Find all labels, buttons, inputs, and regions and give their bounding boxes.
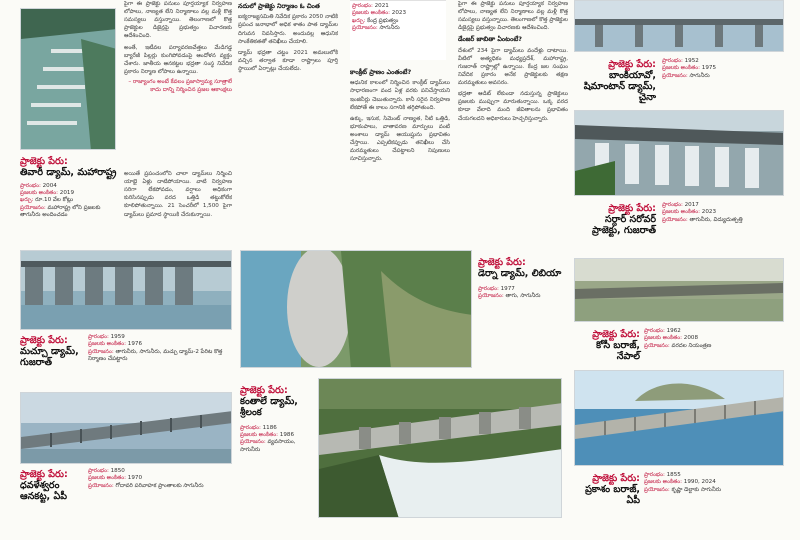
banqiao-caption: ప్రాజెక్టు పేరు: బాంకియావో, షిమాంటాన్ డ్యామ్, చైనా [574,60,656,104]
column-1b-text: అయితే ప్రపంచంలోని చాలా డ్యామ్‌లు నిర్మించి యాభై ఏళ్లు దాటిపోయాయి. వాటి నిర్వహణ సరిగా లేకపోవడం, వర్షాలు అధికంగా కురిసినప్పుడు వరద ఒత్తిడి తట్టుకోలేక కూలిపోతున్నాయి. 21 సెంచరీలో 1,500 పైగా డ్యామ్‌లు ప్రమాద స్థాయికి చేరుకున్నాయి. [124,171,232,218]
dhavaleswaram-photo [20,392,232,464]
sardar-sarovar-photo [574,110,784,196]
banqiao-facts: ప్రారంభం: 1952 ప్రజలకు అంకితం: 1975 ప్రయోజనం: సాగునీరు [662,58,717,79]
tiwari-facts: ప్రారంభం: 2004 ప్రజలకు అంకితం: 2019 ఖర్చు: రూ.10 వేల కోట్లు ప్రయోజనం: మహారాష్ట్ర లోని ప్రజలకు తాగునీరు అందించడం [20,182,101,218]
fact-year: 2004 [42,182,57,189]
project-name: కంతాలే డ్యామ్, శ్రీలంక [240,395,298,418]
derna-dam-photo [240,250,472,368]
sardar-caption: ప్రాజెక్టు పేరు: సర్దార్ సరోవర్ ప్రాజెక్టు, గుజరాత్ [574,204,656,237]
kantale-facts: ప్రారంభం: 1186 ప్రజలకు అంకితం: 1986 ప్రయోజనం: వ్యవసాయం, సాగునీరు [240,424,296,453]
sardar-facts: ప్రారంభం: 2017 ప్రజలకు అంకితం: 2023 ప్రయోజనం: తాగునీరు, విద్యుదుత్పత్తి [662,202,743,223]
project-name: ప్రకాశం బరాజ్, ఏపీ [585,483,640,506]
column-2-text: నదులో ప్రాజెక్టు నిర్మాణం ఓ చింత ఐక్యరాజ్యసమితి నివేదిక ప్రకారం 2050 నాటికి ప్రపంచ జనాభాలో అధిక శాతం పాత డ్యామ్‌ల దిగువన నివసిస్తారు. అందువల్ల ఆధునిక సాంకేతికతతో తనిఖీలు చేయాలి. డ్యామ్ భద్రతా చట్టం 2021 అమలులోకి వచ్చిన తర్వాత కూడా రాష్ట్రాలు పూర్తి స్థాయిలో ఏర్పాట్లు చేయలేదు. [238,2,338,72]
tiwari-dam-photo [20,8,116,150]
col4-heading: డేంజర్ జాబితా ఏంటంటే? [458,35,522,44]
kosi-caption: ప్రాజెక్టు పేరు: కోసీ బరాజ్, నేపాల్ [574,330,640,363]
machhu-dam-photo [20,250,232,330]
kantale-dam-photo [318,378,562,518]
dhavaleswaram-facts: ప్రారంభం: 1850 ప్రజలకు అంకితం: 1970 ప్రయోజనం: గోదావరి పరివాహక ప్రాంతాలకు సాగునీరు [88,468,204,489]
machhu-caption: ప్రాజెక్టు పేరు: మచ్చూ డ్యామ్, గుజరాత్ [20,336,84,369]
top-fact-box: ప్రారంభం: 2021 ప్రజలకు అంకితం: 2023 ఖర్చు: కేంద్ర ప్రభుత్వం ప్రయోజనం: సాగునీరు [350,0,446,60]
project-name: సర్దార్ సరోవర్ ప్రాజెక్టు, గుజరాత్ [592,213,656,236]
project-name: ధవళేశ్వరం ఆనకట్ట, ఏపీ [20,479,67,502]
dhavaleswaram-caption: ప్రాజెక్టు పేరు: ధవళేశ్వరం ఆనకట్ట, ఏపీ [20,470,84,503]
col1-quote: – రాజ్యాంగం అంటే కేవలం ప్రజాస్వామ్య సూత్రాలే కాదు దాన్ని నిర్మించిన ప్రజల ఆకాంక్షలు [128,78,232,93]
fact-use: మహారాష్ట్ర లోని ప్రజలకు తాగునీరు అందించడం [20,204,101,218]
prakasam-caption: ప్రాజెక్టు పేరు: ప్రకాశం బరాజ్, ఏపీ [574,474,640,507]
banqiao-dam-photo [574,0,784,52]
prakasam-barrage-photo [574,370,784,466]
col2-heading: నదులో ప్రాజెక్టు నిర్మాణం ఓ చింత [238,2,320,10]
project-name: తివారీ డ్యామ్, మహారాష్ట్ర [20,166,117,178]
kantale-caption: ప్రాజెక్టు పేరు: కంతాలే డ్యామ్, శ్రీలంక ప్రారంభం: 1186 ప్రజలకు అంకితం: 1986 ప్రయోజనం: వ్యవసాయం, సాగునీరు [240,386,314,454]
kosi-barrage-photo [574,258,784,322]
column-3-text: కాంక్రీట్ ప్రాణం ఎంతంటే? ఆధునిక కాలంలో నిర్మించిన కాంక్రీట్ డ్యామ్‌లు సాధారణంగా వంద ఏళ్ల వరకు పనిచేస్తాయని ఇంజినీర్లు చెబుతున్నారు. కానీ సరైన నిర్వహణ లేకపోతే ఈ కాలం సగానికి తగ్గిపోతుంది. ఉక్కు, ఇసుక, సిమెంట్ నాణ్యత, నీటి ఒత్తిడి, భూకంపాలు, వాతావరణ మార్పులు వంటి అంశాలు డ్యామ్ ఆయుష్షును ప్రభావితం చేస్తాయి. ఎప్పటికప్పుడు తనిఖీలు చేసి మరమ్మతులు చేపట్టాలని నిపుణులు సూచిస్తున్నారు. [350,68,450,163]
col3-heading: కాంక్రీట్ ప్రాణం ఎంతంటే? [350,68,412,76]
column-4-text: పైగా ఈ ప్రాజెక్టు పనులు పూర్తయ్యాక నిర్వహణ లోపాలు, నాణ్యత లేని నిర్మాణాలు వల్ల మళ్లీ కొత్త సమస్యలు వస్తున్నాయి. తెలంగాణలో కొత్త ప్రాజెక్టుల డిజైన్లపై ప్రభుత్వం విచారణకు ఆదేశించింది. డేంజర్ జాబితా ఏంటంటే? దేశంలో 234 పైగా డ్యామ్‌లు వందేళ్లు దాటాయి. వీటిలో అత్యధికం మధ్యప్రదేశ్, మహారాష్ట్ర, గుజరాత్ రాష్ట్రాల్లో ఉన్నాయి. కేంద్ర జల సంఘం నివేదిక ప్రకారం అనేక ప్రాజెక్టులకు తక్షణ మరమ్మతులు అవసరం. భద్రతా ఆడిట్ లేకుండా నడుస్తున్న ప్రాజెక్టులు ప్రజలకు ముప్పుగా మారుతున్నాయి. ఒక్క వరద కూడా వేలాది మంది జీవితాలను ప్రభావితం చేయగలదని అధికారులు హెచ్చరిస్తున్నారు. [458,1,568,122]
project-name: డెర్నా డ్యామ్, లిబియా [478,267,562,279]
col1-paragraph: అంతే, ఇటీవల పర్యావరణవేత్తలు మేడిగడ్డ బ్యారేజీ పిల్లర్లు కుంగిపోవడంపై ఆందోళన వ్యక్తం చేశారు. జాతీయ ఆనకట్టల భద్రతా సంస్థ నివేదిక ప్రకారం నిర్మాణ లోపాలు ఉన్నాయి. [124,44,232,75]
project-name: బాంకియావో, షిమాంటాన్ డ్యామ్, చైనా [583,69,656,103]
project-name: కోసీ బరాజ్, నేపాల్ [596,339,640,362]
column-1-text [124,0,232,150]
fact-opened: 2019 [59,190,75,197]
tiwari-caption [20,157,120,219]
prakasam-facts: ప్రారంభం: 1855 ప్రజలకు అంకితం: 1990, 2024 ప్రయోజనం: కృష్ణా డెల్టాకు సాగునీరు [644,472,721,493]
fact-cost: రూ.10 వేల కోట్లు [35,197,74,204]
project-name: మచ్చూ డ్యామ్, గుజరాత్ [20,345,79,368]
derna-facts: ప్రారంభం: 1977 ప్రయోజనం: తాగు, సాగునీరు [478,285,541,300]
project-label: ప్రాజెక్టు పేరు: [20,156,68,167]
col1-paragraph: పైగా ఈ ప్రాజెక్టు పనులు పూర్తయ్యాక నిర్వహణ లోపాలు, నాణ్యత లేని నిర్మాణాలు వల్ల మళ్లీ కొత్త సమస్యలు వస్తున్నాయి. తెలంగాణలో కొత్త ప్రాజెక్టుల డిజైన్లపై ప్రభుత్వం విచారణకు ఆదేశించింది. [124,1,232,40]
kosi-facts: ప్రారంభం: 1962 ప్రజలకు అంకితం: 2008 ప్రయోజనం: వరదల నియంత్రణ [644,328,712,349]
derna-caption: ప్రాజెక్టు పేరు: డెర్నా డ్యామ్, లిబియా ప్రారంభం: 1977 ప్రయోజనం: తాగు, సాగునీరు [478,258,574,300]
machhu-facts: ప్రారంభం: 1959 ప్రజలకు అంకితం: 1976 ప్రయోజనం: తాగునీరు, సాగునీరు, మచ్చు డ్యామ్-2 పేరిట కొత్త నిర్మాణం చేపట్టారు [88,334,223,362]
